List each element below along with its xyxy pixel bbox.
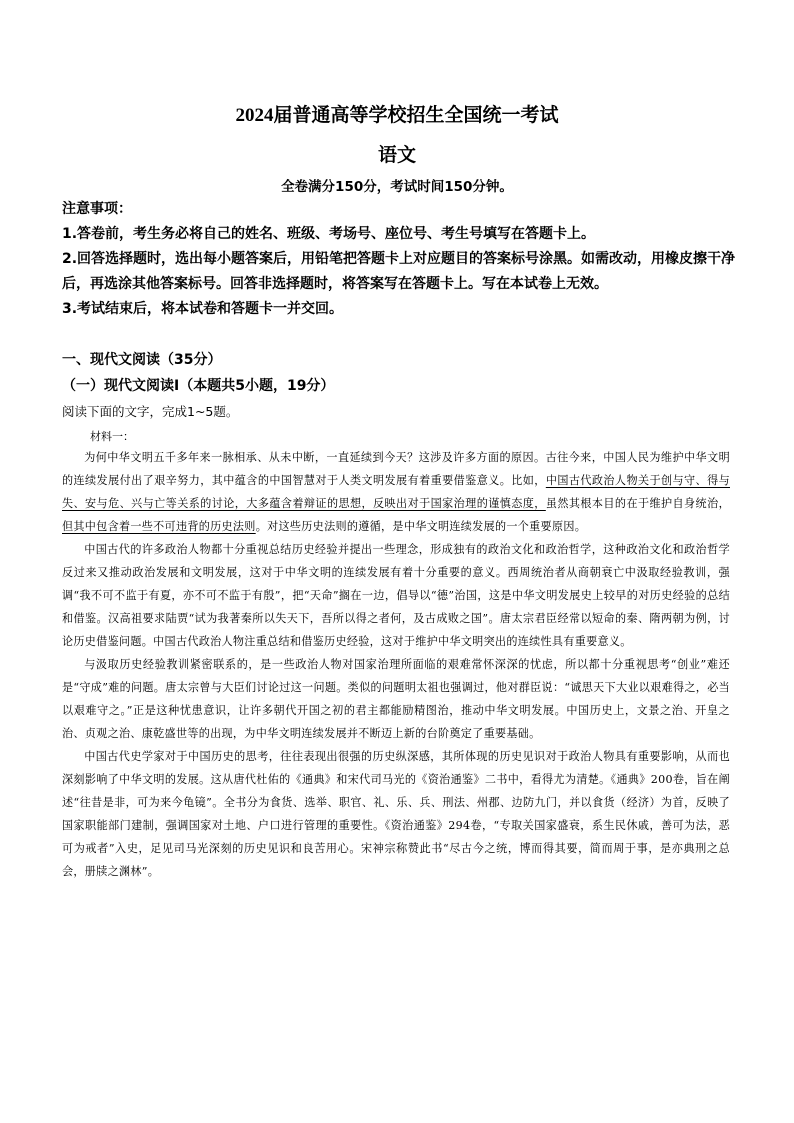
notice-item-1: 1.答卷前，考生务必将自己的姓名、班级、考场号、座位号、考生号填写在答题卡上。	[62, 226, 596, 242]
subject-title: 语文	[377, 144, 416, 166]
material-label: 材料一：	[90, 430, 134, 443]
paragraph-4: 中国古代史学家对于中国历史的思考，往往表现出很强的历史纵深感，其所体现的历史见识对于政治人物具有重要影响，从而也深刻影响了中华文明的发展。这从唐代杜佑的《通典》和宋代司马光的《资治通鉴》二书中，看得尤为清楚。《通典》200卷，旨在阐述“往昔是非，可为来今龟镜”。全书分为食货、选举、职官、礼、乐、兵、刑法、州郡、边防九门，并以食货（经济）为首，反映了国家职能部门建制，强调国家对土地、户口进行管理的重要性。《资治通鉴》294卷，“专取关国家盛衰，系生民休戚，善可为法，恶可为戒者”入史，足见司马光深刻的历史见识和良苦用心。宋神宗称赞此书“尽古今之统，博而得其要，简而周于事，是亦典刑之总会，册牍之渊林”。	[62, 750, 730, 878]
notice-heading: 注意事项：	[62, 201, 132, 217]
paragraph-3: 与汲取历史经验教训紧密联系的，是一些政治人物对国家治理所面临的艰难常怀深深的忧虑，所以都十分重视思考“创业”难还是“守成”难的问题。唐太宗曾与大臣们讨论过这一问题。类似的问题明太祖也强调过，他对群臣说：“诚思天下大业以艰难得之，必当以艰难守之。”正是这种忧患意识，让许多朝代开国之初的君主都能励精图治，推动中华文明发展。中国历史上，文景之治、开皇之治、贞观之治、康乾盛世等的出现，为中华文明连续发展并不断迈上新的台阶奠定了重要基础。	[62, 658, 730, 740]
reading-instruction: 阅读下面的文字，完成1~5题。	[62, 404, 239, 419]
paragraph-1	[62, 446, 730, 538]
notice-item-3: 3.考试结束后，将本试卷和答题卡一并交回。	[62, 301, 344, 317]
sub-section-title: （一）现代文阅读Ⅰ（本题共5小题，19分）	[62, 378, 335, 394]
notice-item-2: 2.回答选择题时，选出每小题答案后，用铅笔把答题卡上对应题目的答案标号涂黑。如需改动，用橡皮擦干净后，再选涂其他答案标号。回答非选择题时，将答案写在答题卡上。写在本试卷上无效。	[62, 251, 736, 292]
underlined-passage-1: 中国古代政治人物关于创与守、得与失、安与危、兴与亡等关系的讨论，大多蕴含着辩证的思想，反映出对于国家治理的谨慎态度，	[62, 474, 730, 510]
score-info: 全卷满分150分，考试时间150分钟。	[281, 179, 513, 195]
underlined-passage-2: 但其中包含着一些不可违背的历史法则	[62, 520, 256, 533]
part-title: 一、现代文阅读（35分）	[62, 352, 222, 368]
notice-block	[62, 197, 737, 322]
exam-title: 2024届普通高等学校招生全国统一考试	[235, 105, 559, 126]
paragraph-1-text-a: 为何中华文明五千多年来一脉相承、从未中断，一直延续到今天？这涉及许多方面的原因。古往今来，中国人民为维护中华文明的连续发展付出了艰辛努力，其中蕴含的中国智慧对于人类文明发展有着重要借鉴意义。比如，	[62, 451, 730, 487]
paragraph-1-text-b: 虽然其根本目的在于维护自身统治，	[545, 497, 730, 510]
paragraph-1-text-c: 。对这些历史法则的遵循，是中华文明连续发展的一个重要原因。	[255, 520, 587, 533]
paragraph-2: 中国古代的许多政治人物都十分重视总结历史经验并提出一些理念，形成独有的政治文化和政治哲学，这种政治文化和政治哲学反过来又推动政治发展和文明发展，这对于中华文明的连续发展有着十分重要的意义。西周统治者从商朝衰亡中汲取经验教训，强调“我不可不监于有夏，亦不可不监于有殷”，把“天命”搁在一边，倡导以“德”治国，这是中华文明发展史上较早的对历史经验的总结和借鉴。汉高祖要求陆贾“试为我著秦所以失天下，吾所以得之者何，及古成败之国”。唐太宗君臣经常以短命的秦、隋两朝为例，讨论历史借鉴问题。中国古代政治人物注重总结和借鉴历史经验，这对于维护中华文明突出的连续性具有重要意义。	[62, 543, 730, 648]
material-body	[62, 446, 730, 883]
